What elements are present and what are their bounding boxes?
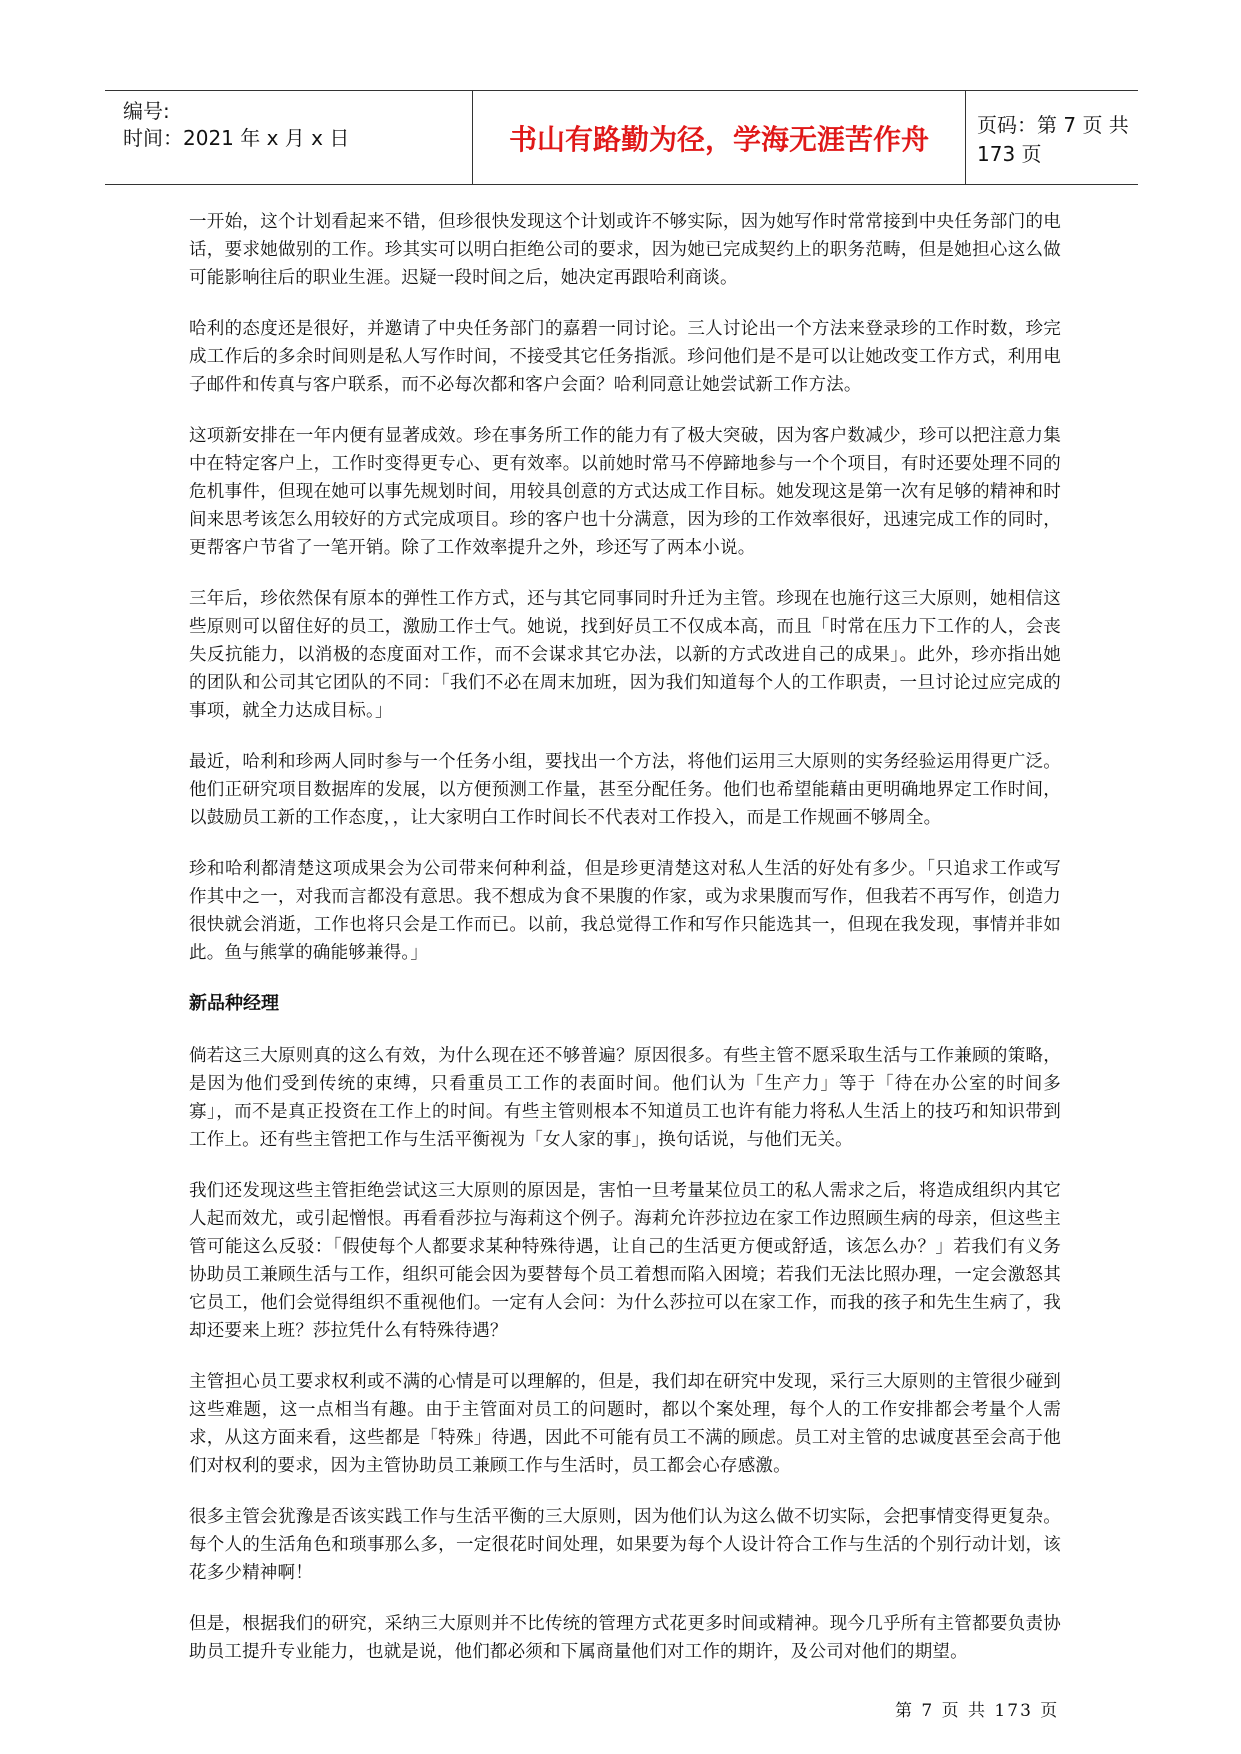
paragraph: 珍和哈利都清楚这项成果会为公司带来何种利益，但是珍更清楚这对私人生活的好处有多少。「只追求工作或写作其中之一，对我而言都没有意思。我不想成为食不果腹的作家，或为求果腹而写作，但我若不再写作，创造力很快就会消逝，工作也将只会是工作而已。以前，我总觉得工作和写作只能选其一，但现在我发现，事情并非如此。鱼与熊掌的确能够兼得。」 — [189, 859, 1061, 963]
document-number-label: 编号: — [123, 99, 170, 123]
paragraph: 哈利的态度还是很好，并邀请了中央任务部门的嘉碧一同讨论。三人讨论出一个方法来登录珍的工作时数，珍完成工作后的多余时间则是私人写作时间，不接受其它任务指派。珍问他们是不是可以让她改变工作方式，利用电子邮件和传真与客户联系，而不必每次都和客户会面？哈利同意让她尝试新工作方法。 — [189, 319, 1061, 395]
page-header — [105, 90, 1138, 185]
paragraph: 我们还发现这些主管拒绝尝试这三大原则的原因是，害怕一旦考量某位员工的私人需求之后，将造成组织内其它人起而效尤，或引起憎恨。再看看莎拉与海莉这个例子。海莉允许莎拉边在家工作边照顾生病的母亲，但这些主管可能这么反驳：「假使每个人都要求某种特殊待遇，让自己的生活更方便或舒适，该怎么办？」若我们有义务协助员工兼顾生活与工作，组织可能会因为要替每个员工着想而陷入困境；若我们无法比照办理，一定会激怒其它员工，他们会觉得组织不重视他们。一定有人会问：为什么莎拉可以在家工作，而我的孩子和先生生病了，我却还要来上班？莎拉凭什么有特殊待遇？ — [189, 1181, 1061, 1341]
header-meta — [117, 91, 473, 184]
page-footer: 第 7 页 共 173 页 — [895, 1701, 1060, 1721]
header-motto: 书山有路勤为径，学海无涯苦作舟 — [473, 91, 966, 184]
document-time-label: 时间：2021 年 x 月 x 日 — [123, 126, 350, 150]
paragraph: 但是，根据我们的研究，采纳三大原则并不比传统的管理方式花更多时间或精神。现今几乎所有主管都要负责协助员工提升专业能力，也就是说，他们都必须和下属商量他们对工作的期许，及公司对他们的期望。 — [189, 1614, 1061, 1662]
paragraph: 倘若这三大原则真的这么有效，为什么现在还不够普遍？原因很多。有些主管不愿采取生活与工作兼顾的策略，是因为他们受到传统的束缚，只看重员工工作的表面时间。他们认为「生产力」等于「待在办公室的时间多寡」，而不是真正投资在工作上的时间。有些主管则根本不知道员工也许有能力将私人生活上的技巧和知识带到工作上。还有些主管把工作与生活平衡视为「女人家的事」，换句话说，与他们无关。 — [189, 1046, 1061, 1150]
section-heading: 新品种经理 — [189, 993, 279, 1014]
paragraph: 主管担心员工要求权利或不满的心情是可以理解的，但是，我们却在研究中发现，采行三大原则的主管很少碰到这些难题，这一点相当有趣。由于主管面对员工的问题时，都以个案处理，每个人的工作安排都会考量个人需求，从这方面来看，这些都是「特殊」待遇，因此不可能有员工不满的顾虑。员工对主管的忠诚度甚至会高于他们对权利的要求，因为主管协助员工兼顾工作与生活时，员工都会心存感激。 — [189, 1372, 1061, 1476]
paragraph: 一开始，这个计划看起来不错，但珍很快发现这个计划或许不够实际，因为她写作时常常接到中央任务部门的电话，要求她做别的工作。珍其实可以明白拒绝公司的要求，因为她已完成契约上的职务范畴，但是她担心这么做可能影响往后的职业生涯。迟疑一段时间之后，她决定再跟哈利商谈。 — [189, 212, 1061, 288]
document-body — [189, 208, 1061, 1689]
paragraph: 这项新安排在一年内便有显著成效。珍在事务所工作的能力有了极大突破，因为客户数减少，珍可以把注意力集中在特定客户上，工作时变得更专心、更有效率。以前她时常马不停蹄地参与一个个项目，有时还要处理不同的危机事件，但现在她可以事先规划时间，用较具创意的方式达成工作目标。她发现这是第一次有足够的精神和时间来思考该怎么用较好的方式完成项目。珍的客户也十分满意，因为珍的工作效率很好，迅速完成工作的同时，更帮客户节省了一笔开销。除了工作效率提升之外，珍还写了两本小说。 — [189, 426, 1061, 558]
paragraph: 很多主管会犹豫是否该实践工作与生活平衡的三大原则，因为他们认为这么做不切实际，会把事情变得更复杂。每个人的生活角色和琐事那么多，一定很花时间处理，如果要为每个人设计符合工作与生活的个别行动计划，该花多少精神啊！ — [189, 1507, 1061, 1583]
paragraph: 三年后，珍依然保有原本的弹性工作方式，还与其它同事同时升迁为主管。珍现在也施行这三大原则，她相信这些原则可以留住好的员工，激励工作士气。她说，找到好员工不仅成本高，而且「时常在压力下工作的人，会丧失反抗能力，以消极的态度面对工作，而不会谋求其它办法，以新的方式改进自己的成果」。此外，珍亦指出她的团队和公司其它团队的不同：「我们不必在周末加班，因为我们知道每个人的工作职责，一旦讨论过应完成的事项，就全力达成目标。」 — [189, 589, 1061, 721]
paragraph: 最近，哈利和珍两人同时参与一个任务小组，要找出一个方法，将他们运用三大原则的实务经验运用得更广泛。他们正研究项目数据库的发展，以方便预测工作量，甚至分配任务。他们也希望能藉由更明确地界定工作时间，以鼓励员工新的工作态度，，让大家明白工作时间长不代表对工作投入，而是工作规画不够周全。 — [189, 752, 1061, 828]
header-page-number: 页码：第 7 页 共 173 页 — [977, 112, 1129, 166]
